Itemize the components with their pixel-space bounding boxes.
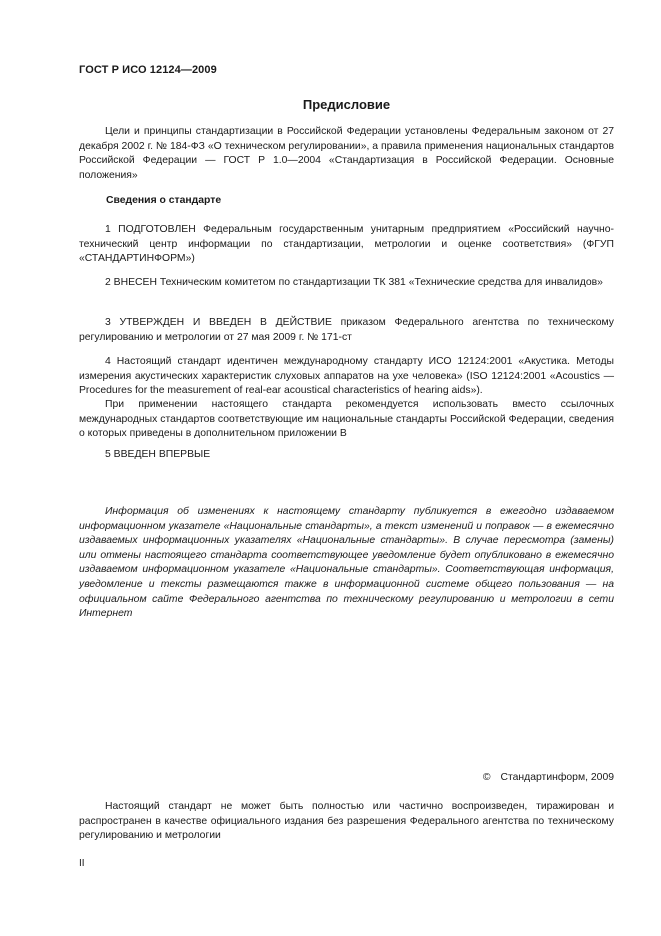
item-3-approved: 3 УТВЕРЖДЕН И ВВЕДЕН В ДЕЙСТВИЕ приказом Федерального агентства по техническому регулированию и метрологии от 27 мая 2009 г. № 171-ст	[79, 317, 614, 343]
document-designation: ГОСТ Р ИСО 12124—2009	[79, 64, 217, 76]
reproduction-notice: Настоящий стандарт не может быть полностью или частично воспроизведен, тиражирован и распространен в качестве официального издания без разрешения Федерального агентства по техническому регулированию и метрологии	[79, 801, 614, 842]
section-title: Сведения о стандарте	[106, 195, 222, 206]
copyright-symbol: ©	[482, 772, 491, 783]
item-5-introduced: 5 ВВЕДЕН ВПЕРВЫЕ	[105, 449, 211, 460]
item-2-submitted: 2 ВНЕСЕН Техническим комитетом по стандартизации ТК 381 «Технические средства для инвалидов»	[105, 277, 603, 288]
copyright-text: Стандартинформ, 2009	[500, 772, 614, 783]
change-information-notice: Информация об изменениях к настоящему стандарту публикуется в ежегодно издаваемом информационном указателе «Национальные стандарты», а текст изменений и поправок — в ежемесячно издаваемых информационных указателях «Национальные стандарты». В случае пересмотра (замены) или отмены настоящего стандарта соответствующее уведомление будет опубликовано в ежемесячно издаваемом информационном указателе «Национальные стандарты». Соответствующая информация, уведомление и тексты размещаются также в информационной системе общего пользования — на официальном сайте Федерального агентства по техническому регулированию и метрологии в сети Интернет	[79, 506, 614, 620]
page-number: II	[79, 858, 85, 869]
intro-paragraph: Цели и принципы стандартизации в Российской Федерации установлены Федеральным законом от 27 декабря 2002 г. № 184-ФЗ «О техническом регулировании», а правила применения национальных стандартов Российской Федерации — ГОСТ Р 1.0—2004 «Стандартизация в Российской Федерации. Основные положения»	[79, 126, 614, 181]
page-title: Предисловие	[302, 97, 391, 112]
copyright-line	[483, 772, 614, 783]
item-4-application-note: При применении настоящего стандарта рекомендуется использовать вместо ссылочных международных стандартов соответствующие им национальные стандарты Российской Федерации, сведения о которых приведены в дополнительном приложении В	[79, 399, 614, 440]
item-4-identical: 4 Настоящий стандарт идентичен международному стандарту ИСО 12124:2001 «Акустика. Методы измерения акустических характеристик слуховых аппаратов на ухе человека» (ISO 12124:2001 «Acoustics — Procedures for the measurement of real-ear acoustical characteristics of hearing aids»).	[79, 356, 614, 397]
item-1-prepared: 1 ПОДГОТОВЛЕН Федеральным государственным унитарным предприятием «Российский научно-технический центр информации по стандартизации, метрологии и оценке соответствия» (ФГУП «СТАНДАРТИНФОРМ»)	[79, 224, 614, 265]
